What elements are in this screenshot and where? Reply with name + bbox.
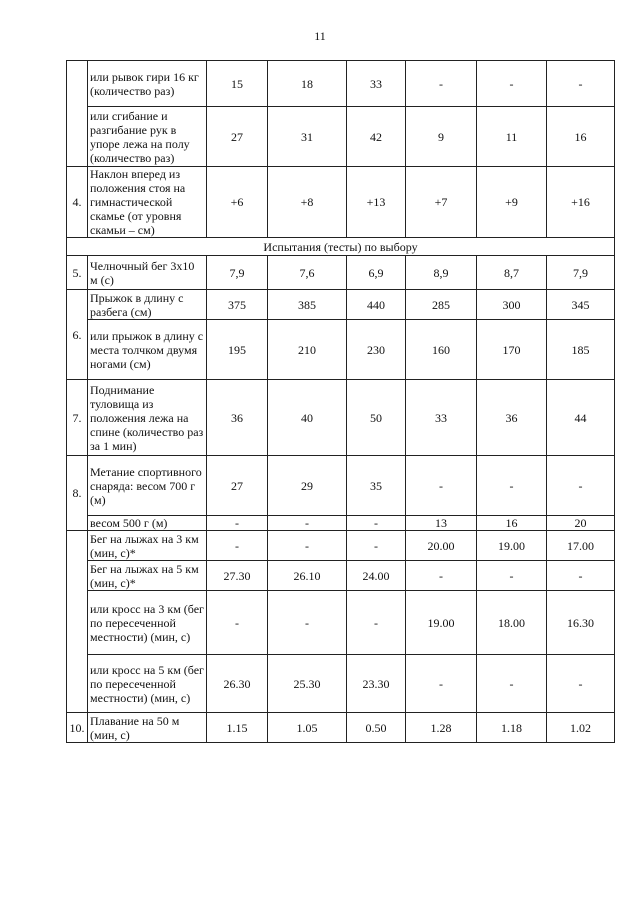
table-row: [67, 561, 615, 591]
norm-value: -: [347, 516, 406, 531]
norm-value: 375: [207, 290, 268, 320]
norm-value: 16: [547, 107, 615, 167]
norm-value: 16: [477, 516, 547, 531]
row-number: [67, 61, 88, 167]
norm-value: 1.18: [477, 713, 547, 743]
exercise-name: Прыжок в длину с разбега (см): [88, 290, 207, 320]
page-number: 11: [314, 29, 326, 43]
norm-value: -: [207, 516, 268, 531]
table-row: [67, 516, 615, 531]
norm-value: +16: [547, 167, 615, 238]
norm-value: -: [268, 591, 347, 655]
norm-value: -: [268, 531, 347, 561]
section-header: Испытания (тесты) по выбору: [67, 238, 615, 256]
exercise-name: или кросс на 5 км (бег по пересеченной местности) (мин, с): [88, 655, 207, 713]
norm-value: -: [347, 531, 406, 561]
norm-value: 1.28: [406, 713, 477, 743]
norm-value: -: [207, 531, 268, 561]
norm-value: 15: [207, 61, 268, 107]
norm-value: 230: [347, 320, 406, 380]
norm-value: -: [547, 561, 615, 591]
row-number: 7.: [67, 380, 88, 456]
exercise-name: или кросс на 3 км (бег по пересеченной местности) (мин, с): [88, 591, 207, 655]
table-row: [67, 531, 615, 561]
table-row: [67, 238, 615, 256]
norm-value: 17.00: [547, 531, 615, 561]
norm-value: 16.30: [547, 591, 615, 655]
norm-value: 440: [347, 290, 406, 320]
norm-value: 26.30: [207, 655, 268, 713]
norm-value: 27.30: [207, 561, 268, 591]
norm-value: +6: [207, 167, 268, 238]
table-row: [67, 61, 615, 107]
norm-value: 7,9: [547, 256, 615, 290]
norm-value: 36: [477, 380, 547, 456]
norm-value: 33: [347, 61, 406, 107]
exercise-name: Плавание на 50 м (мин, с): [88, 713, 207, 743]
norm-value: 1.15: [207, 713, 268, 743]
table-row: [67, 107, 615, 167]
norm-value: 160: [406, 320, 477, 380]
exercise-name: весом 500 г (м): [88, 516, 207, 531]
norm-value: 24.00: [347, 561, 406, 591]
norm-value: 27: [207, 107, 268, 167]
norm-value: 29: [268, 456, 347, 516]
norm-value: 345: [547, 290, 615, 320]
norm-value: -: [406, 456, 477, 516]
norm-value: 6,9: [347, 256, 406, 290]
row-swimming: [67, 713, 615, 743]
norm-value: -: [477, 61, 547, 107]
norm-value: +9: [477, 167, 547, 238]
table-row: [67, 655, 615, 713]
exercise-name: или сгибание и разгибание рук в упоре лежа на полу (количество раз): [88, 107, 207, 167]
norm-value: 40: [268, 380, 347, 456]
exercise-name: Поднимание туловища из положения лежа на спине (количество раз за 1 мин): [88, 380, 207, 456]
norm-value: 13: [406, 516, 477, 531]
norm-value: 33: [406, 380, 477, 456]
norm-value: -: [406, 655, 477, 713]
norm-value: -: [547, 456, 615, 516]
row-number: 6.: [67, 290, 88, 380]
norm-value: -: [477, 561, 547, 591]
norm-value: 26.10: [268, 561, 347, 591]
row-number: 5.: [67, 256, 88, 290]
norm-value: -: [547, 61, 615, 107]
norm-value: +13: [347, 167, 406, 238]
norm-value: -: [406, 561, 477, 591]
norm-value: 7,9: [207, 256, 268, 290]
norm-value: 20.00: [406, 531, 477, 561]
row-situps: [67, 380, 615, 456]
row-number: 8.: [67, 456, 88, 531]
norm-value: -: [547, 655, 615, 713]
row-throw: [67, 456, 615, 516]
norm-value: 35: [347, 456, 406, 516]
norm-value: 300: [477, 290, 547, 320]
norm-value: 8,9: [406, 256, 477, 290]
exercise-name: Метание спортивного снаряда: весом 700 г (м): [88, 456, 207, 516]
norm-value: -: [406, 61, 477, 107]
norm-value: 385: [268, 290, 347, 320]
norm-value: 170: [477, 320, 547, 380]
norm-value: 31: [268, 107, 347, 167]
row-shuttle-run: [67, 256, 615, 290]
norm-value: 42: [347, 107, 406, 167]
norms-table: [66, 60, 615, 743]
exercise-name: или прыжок в длину с места толчком двумя ногами (см): [88, 320, 207, 380]
table-row: [67, 591, 615, 655]
exercise-name: Бег на лыжах на 3 км (мин, с)*: [88, 531, 207, 561]
norm-value: 18.00: [477, 591, 547, 655]
norm-value: 9: [406, 107, 477, 167]
norm-value: -: [477, 456, 547, 516]
norm-value: 195: [207, 320, 268, 380]
norm-value: 27: [207, 456, 268, 516]
norm-value: 23.30: [347, 655, 406, 713]
table-row: [67, 320, 615, 380]
norm-value: 1.05: [268, 713, 347, 743]
norm-value: 0.50: [347, 713, 406, 743]
row-number: [67, 531, 88, 713]
table-row: [67, 167, 615, 238]
exercise-name: Наклон вперед из положения стоя на гимнастической скамье (от уровня скамьи – см): [88, 167, 207, 238]
norm-value: 19.00: [477, 531, 547, 561]
norm-value: 7,6: [268, 256, 347, 290]
norm-value: 25.30: [268, 655, 347, 713]
norm-value: -: [347, 591, 406, 655]
norm-value: 210: [268, 320, 347, 380]
row-long-jump: [67, 290, 615, 320]
norm-value: 44: [547, 380, 615, 456]
norm-value: -: [268, 516, 347, 531]
exercise-name: Челночный бег 3х10 м (с): [88, 256, 207, 290]
row-number: 4.: [67, 167, 88, 238]
norm-value: 50: [347, 380, 406, 456]
norm-value: 1.02: [547, 713, 615, 743]
norm-value: +8: [268, 167, 347, 238]
norm-value: 36: [207, 380, 268, 456]
row-number: 10.: [67, 713, 88, 743]
norm-value: +7: [406, 167, 477, 238]
norm-value: -: [207, 591, 268, 655]
norm-value: -: [477, 655, 547, 713]
norm-value: 19.00: [406, 591, 477, 655]
norm-value: 20: [547, 516, 615, 531]
exercise-name: или рывок гири 16 кг (количество раз): [88, 61, 207, 107]
norm-value: 185: [547, 320, 615, 380]
norm-value: 8,7: [477, 256, 547, 290]
norm-value: 18: [268, 61, 347, 107]
exercise-name: Бег на лыжах на 5 км (мин, с)*: [88, 561, 207, 591]
norm-value: 285: [406, 290, 477, 320]
norm-value: 11: [477, 107, 547, 167]
